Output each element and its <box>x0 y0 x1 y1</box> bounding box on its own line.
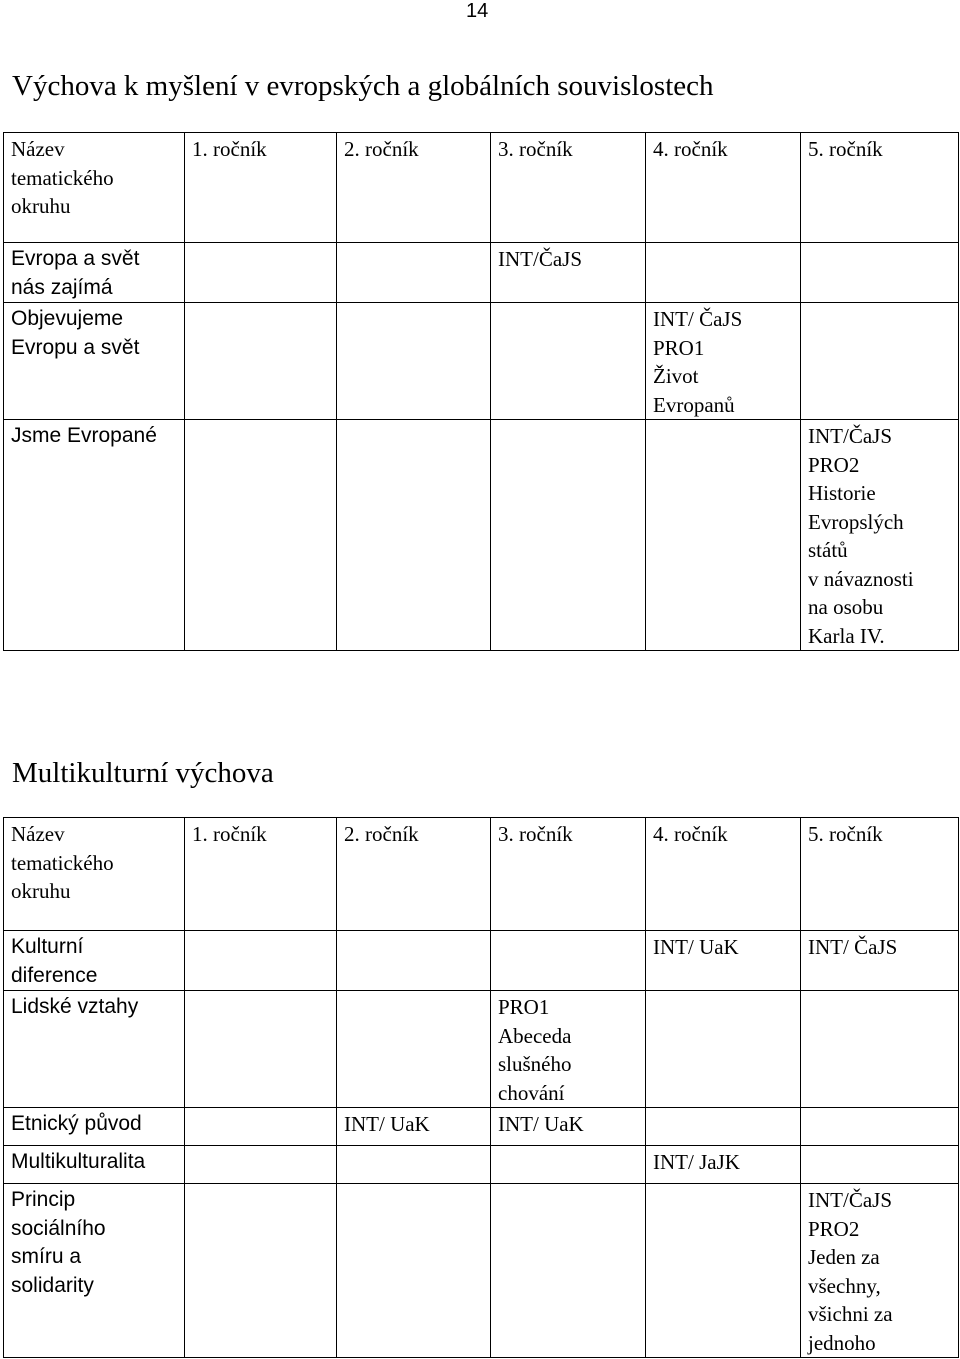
cell-line: Evropa a svět <box>11 247 140 270</box>
year-cell <box>185 243 337 303</box>
year-cell <box>646 243 801 303</box>
section-title-global-education: Výchova k myšlení v evropských a globálních souvislostech <box>12 70 714 102</box>
cell-line: Život <box>653 364 699 388</box>
cell-line: chování <box>498 1080 565 1105</box>
year-cell <box>185 1146 337 1184</box>
year-cell <box>185 991 337 1108</box>
cell-line: Evropslých <box>808 509 904 534</box>
year-cell <box>646 1184 801 1358</box>
cell-line: solidarity <box>11 1273 94 1297</box>
cell-line: INT/ JaJK <box>653 1150 740 1174</box>
year-cell <box>491 243 646 303</box>
cell-line: Kulturní <box>11 935 84 958</box>
year-header-cell: 4. ročník <box>646 818 801 931</box>
cell-line: Evropanů <box>653 392 735 417</box>
cell-line: slušného <box>498 1052 572 1076</box>
table-row <box>4 303 959 420</box>
year-cell <box>801 1108 959 1146</box>
cell-line: INT/ČaJS <box>808 1188 892 1212</box>
year-cell <box>337 991 491 1108</box>
year-cell <box>337 1146 491 1184</box>
topic-cell <box>4 243 185 303</box>
year-cell <box>801 931 959 991</box>
year-header-cell: 3. ročník <box>491 133 646 243</box>
topic-header-cell <box>4 133 185 243</box>
year-header-cell: 1. ročník <box>185 133 337 243</box>
year-cell <box>491 931 646 991</box>
year-cell <box>646 303 801 420</box>
header-row <box>4 818 959 931</box>
year-cell <box>185 420 337 651</box>
topic-cell <box>4 1108 185 1146</box>
cell-line: jednoho <box>808 1330 876 1355</box>
table-multicultural-education <box>3 817 959 1358</box>
cell-line: států <box>808 538 848 562</box>
table-row <box>4 1108 959 1146</box>
year-cell <box>646 1146 801 1184</box>
cell-line: INT/ UaK <box>344 1112 430 1136</box>
cell-line: Princip <box>11 1188 76 1211</box>
cell-line: INT/ ČaJS <box>808 935 898 959</box>
year-cell <box>491 420 646 651</box>
year-header-cell: 2. ročník <box>337 818 491 931</box>
cell-line: Multikulturalita <box>11 1150 146 1173</box>
year-cell <box>491 303 646 420</box>
cell-line: Jeden za <box>808 1245 880 1269</box>
cell-line: diference <box>11 963 98 987</box>
year-cell <box>801 420 959 651</box>
cell-line: tematického <box>11 850 114 875</box>
table-body <box>4 818 959 1358</box>
cell-line: INT/ ČaJS <box>653 307 743 331</box>
cell-line: všechny, <box>808 1273 881 1298</box>
year-cell <box>337 1108 491 1146</box>
year-cell <box>646 931 801 991</box>
year-header-cell: 1. ročník <box>185 818 337 931</box>
header-row <box>4 133 959 243</box>
table-row <box>4 931 959 991</box>
year-cell <box>185 931 337 991</box>
topic-cell <box>4 991 185 1108</box>
year-cell <box>337 243 491 303</box>
table-row <box>4 1146 959 1184</box>
table-row <box>4 420 959 651</box>
cell-line: okruhu <box>11 194 71 218</box>
table-row <box>4 243 959 303</box>
topic-cell <box>4 303 185 420</box>
year-cell <box>337 420 491 651</box>
section-title-multicultural-education: Multikulturní výchova <box>12 757 274 789</box>
topic-cell <box>4 1184 185 1358</box>
cell-line: Název <box>11 137 65 161</box>
cell-line: nás zajímá <box>11 275 113 299</box>
year-cell <box>185 303 337 420</box>
cell-line: PRO2 <box>808 452 860 477</box>
topic-cell <box>4 1146 185 1184</box>
cell-line: Etnický původ <box>11 1112 142 1135</box>
table-row <box>4 991 959 1108</box>
cell-line: všichni za <box>808 1302 893 1326</box>
topic-header-cell <box>4 818 185 931</box>
cell-line: Historie <box>808 481 876 505</box>
cell-line: Objevujeme <box>11 307 124 330</box>
cell-line: Evropu a svět <box>11 335 140 359</box>
cell-line: INT/ UaK <box>498 1112 584 1136</box>
table-row <box>4 1184 959 1358</box>
cell-line: Karla IV. <box>808 623 885 648</box>
cell-line: PRO1 <box>653 335 705 360</box>
cell-line: v návaznosti <box>808 566 914 591</box>
year-cell <box>646 991 801 1108</box>
year-cell <box>491 991 646 1108</box>
year-cell <box>801 1184 959 1358</box>
year-cell <box>801 303 959 420</box>
cell-line: smíru a <box>11 1245 82 1268</box>
page-number: 14 <box>466 0 489 22</box>
year-header-cell: 5. ročník <box>801 133 959 243</box>
cell-line: okruhu <box>11 879 71 903</box>
year-cell <box>646 1108 801 1146</box>
cell-line: na osobu <box>808 595 884 619</box>
year-cell <box>491 1146 646 1184</box>
year-cell <box>337 931 491 991</box>
year-cell <box>491 1108 646 1146</box>
year-cell <box>337 1184 491 1358</box>
year-cell <box>801 243 959 303</box>
year-cell <box>801 991 959 1108</box>
cell-line: INT/ČaJS <box>498 247 582 271</box>
year-header-cell: 4. ročník <box>646 133 801 243</box>
cell-line: Abeceda <box>498 1023 572 1048</box>
cell-line: Název <box>11 822 65 846</box>
cell-line: PRO2 <box>808 1216 860 1241</box>
cell-line: tematického <box>11 165 114 190</box>
year-cell <box>185 1108 337 1146</box>
year-cell <box>185 1184 337 1358</box>
topic-cell <box>4 420 185 651</box>
year-header-cell: 3. ročník <box>491 818 646 931</box>
year-header-cell: 2. ročník <box>337 133 491 243</box>
cell-line: PRO1 <box>498 995 550 1019</box>
cell-line: Jsme Evropané <box>11 424 157 447</box>
cell-line: sociálního <box>11 1216 106 1240</box>
cell-line: INT/ČaJS <box>808 424 892 448</box>
table-global-education <box>3 132 959 651</box>
table-body <box>4 133 959 651</box>
year-cell <box>337 303 491 420</box>
cell-line: INT/ UaK <box>653 935 739 959</box>
topic-cell <box>4 931 185 991</box>
year-cell <box>646 420 801 651</box>
cell-line: Lidské vztahy <box>11 995 139 1018</box>
year-header-cell: 5. ročník <box>801 818 959 931</box>
year-cell <box>801 1146 959 1184</box>
year-cell <box>491 1184 646 1358</box>
